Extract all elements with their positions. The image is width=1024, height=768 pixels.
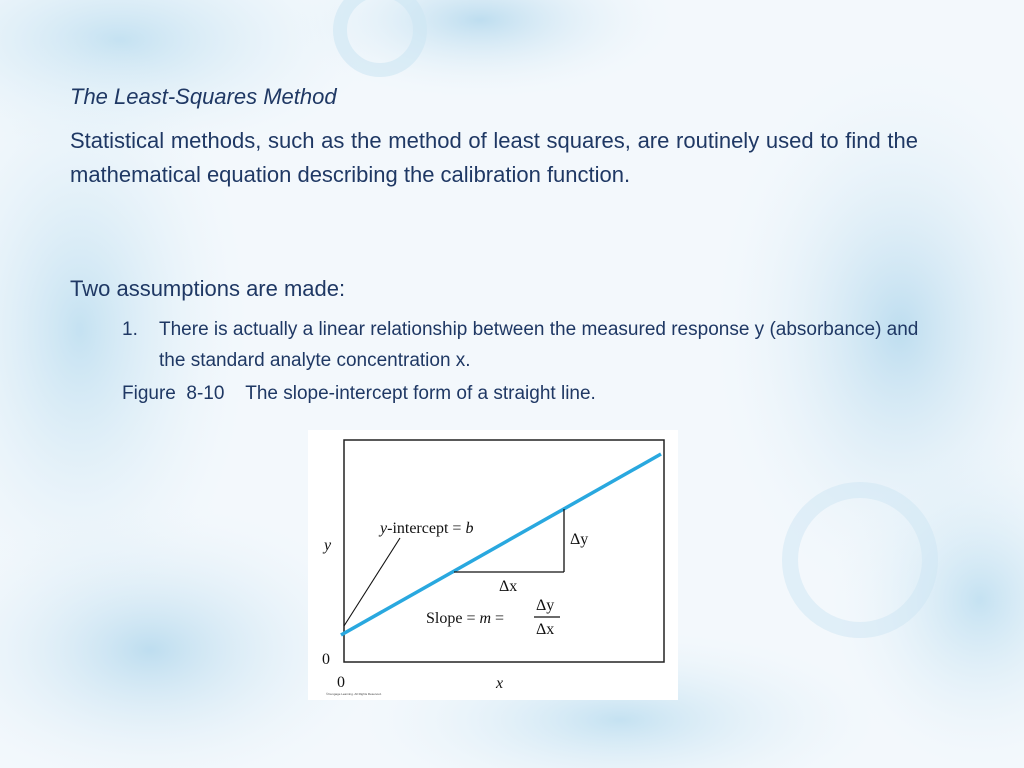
slope-intercept-figure <box>308 430 678 700</box>
slope-formula <box>426 610 504 627</box>
intercept-label-var: b <box>465 520 474 537</box>
x-axis-zero: 0 <box>337 674 345 691</box>
y-axis-label: y <box>324 537 332 554</box>
slope-eq: = <box>491 610 505 627</box>
fraction-numerator: Δy <box>536 597 555 614</box>
y-axis-zero: 0 <box>322 651 330 668</box>
slope-text: Slope = <box>426 610 480 627</box>
list-item-number: 1. <box>122 319 138 340</box>
slope-var: m <box>479 610 492 627</box>
list-item-text: There is actually a linear relationship between the measured response y (absorbance) and the standard analyte concentration x. <box>159 319 919 371</box>
intercept-label <box>378 520 473 537</box>
x-axis-label: x <box>496 675 504 692</box>
copyright-notice: ©Cengage Learning. All Rights Reserved. <box>326 692 382 696</box>
intercept-label-prefix: y <box>380 520 388 537</box>
assumptions-heading: Two assumptions are made: <box>70 276 346 301</box>
intro-paragraph: Statistical methods, such as the method of least squares, are routinely used to find the mathematical equation describing the calibration function. <box>70 128 918 187</box>
list-item <box>122 314 920 376</box>
slide-title: The Least-Squares Method <box>70 84 337 109</box>
intercept-label-mid: -intercept = <box>387 520 466 537</box>
delta-y-label: Δy <box>570 531 589 548</box>
figure-caption: Figure 8-10 The slope-intercept form of a straight line. <box>122 383 596 404</box>
delta-x-label: Δx <box>499 578 518 595</box>
fraction-denominator: Δx <box>536 621 555 638</box>
